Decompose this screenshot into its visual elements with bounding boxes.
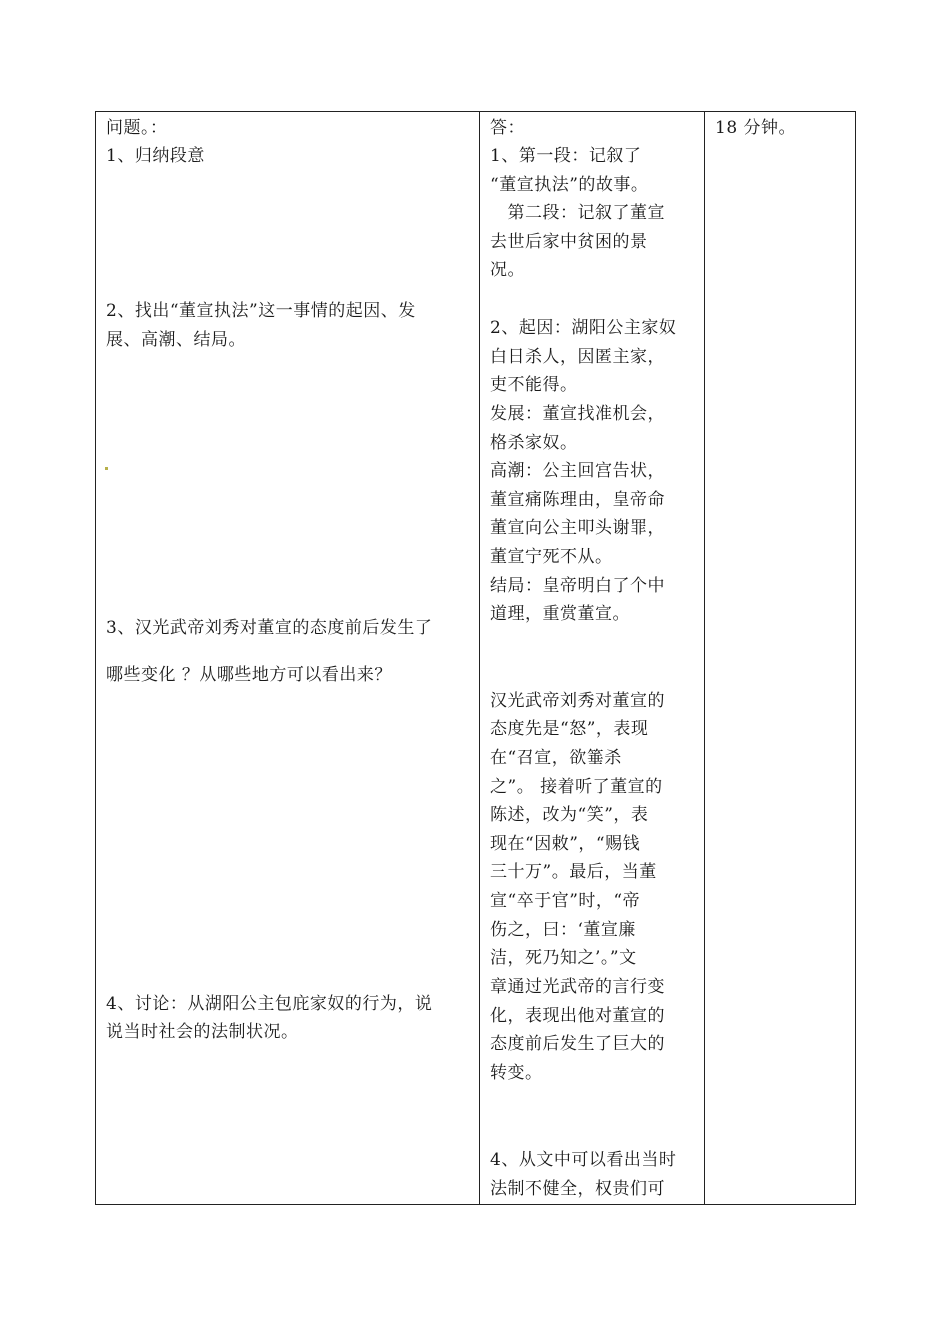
answer-3-line: 在“召宣，欲箠杀 xyxy=(490,748,622,768)
question-4-line: 4、讨论：从湖阳公主包庇家奴的行为，说 xyxy=(106,994,433,1014)
answer-3-line: 现在“因敕”，“赐钱 xyxy=(490,834,641,854)
answer-2-line: 发展：董宣找准机会， xyxy=(490,404,665,424)
answer-2-line: 董宣宁死不从。 xyxy=(490,547,613,567)
answer-3-line: 陈述，改为“笑”，表 xyxy=(490,805,649,825)
answer-3-line: 汉光武帝刘秀对董宣的 xyxy=(490,691,665,711)
questions-heading: 问题。： xyxy=(106,118,168,138)
answer-3-line: 章通过光武帝的言行变 xyxy=(490,977,665,997)
answer-2-line: 高潮：公主回宫告状， xyxy=(490,461,665,481)
answer-2-line: 吏不能得。 xyxy=(490,375,578,395)
answer-2-line: 董宣痛陈理由，皇帝命 xyxy=(490,490,665,510)
answer-3-line: 伤之，曰：‘董宣廉 xyxy=(490,920,636,940)
answer-2-line: 结局：皇帝明白了个中 xyxy=(490,576,665,596)
answer-4-line: 4、从文中可以看出当时 xyxy=(490,1150,677,1170)
answer-3-line: 化，表现出他对董宣的 xyxy=(490,1006,665,1026)
question-2-line: 2、找出“董宣执法”这一事情的起因、发 xyxy=(106,301,416,321)
answer-3-line: 之”。 接着听了董宣的 xyxy=(490,777,663,797)
answer-3-line: 转变。 xyxy=(490,1063,543,1083)
answer-3-line: 三十万”。最后，当董 xyxy=(490,862,657,882)
answer-3-line: 洁，死乃知之’。”文 xyxy=(490,948,637,968)
answer-3-line: 宣“卒于官”时，“帝 xyxy=(490,891,641,911)
answer-4-line: 法制不健全，权贵们可 xyxy=(490,1179,665,1199)
time-allotment: 18 分钟。 xyxy=(715,118,797,138)
answer-2-line: 道理，重赏董宣。 xyxy=(490,604,630,624)
stray-mark xyxy=(105,467,108,470)
question-4-line: 说当时社会的法制状况。 xyxy=(106,1022,299,1042)
column-divider-2 xyxy=(704,112,705,1204)
question-3-line: 哪些变化 ？从哪些地方可以看出来？ xyxy=(106,665,392,685)
column-divider-1 xyxy=(479,112,480,1204)
answer-1-line: 1、第一段：记叙了 xyxy=(490,146,642,166)
question-2-line: 展、高潮、结局。 xyxy=(106,330,246,350)
answer-1-line: 况。 xyxy=(490,260,525,280)
answers-heading: 答： xyxy=(490,118,525,138)
answer-3-line: 态度前后发生了巨大的 xyxy=(490,1034,665,1054)
answer-2-line: 2、起因：湖阳公主家奴 xyxy=(490,318,677,338)
answer-1-line: “董宣执法”的故事。 xyxy=(490,175,649,195)
answer-2-line: 白日杀人，因匿主家， xyxy=(490,347,665,367)
answer-3-line: 态度先是“怒”，表现 xyxy=(490,719,649,739)
answer-1-line: 第二段：记叙了董宣 xyxy=(490,203,665,223)
answer-2-line: 格杀家奴。 xyxy=(490,433,578,453)
question-1: 1、归纳段意 xyxy=(106,146,205,166)
answer-1-line: 去世后家中贫困的景 xyxy=(490,232,648,252)
answer-2-line: 董宣向公主叩头谢罪， xyxy=(490,518,665,538)
question-3-line: 3、汉光武帝刘秀对董宣的态度前后发生了 xyxy=(106,618,433,638)
